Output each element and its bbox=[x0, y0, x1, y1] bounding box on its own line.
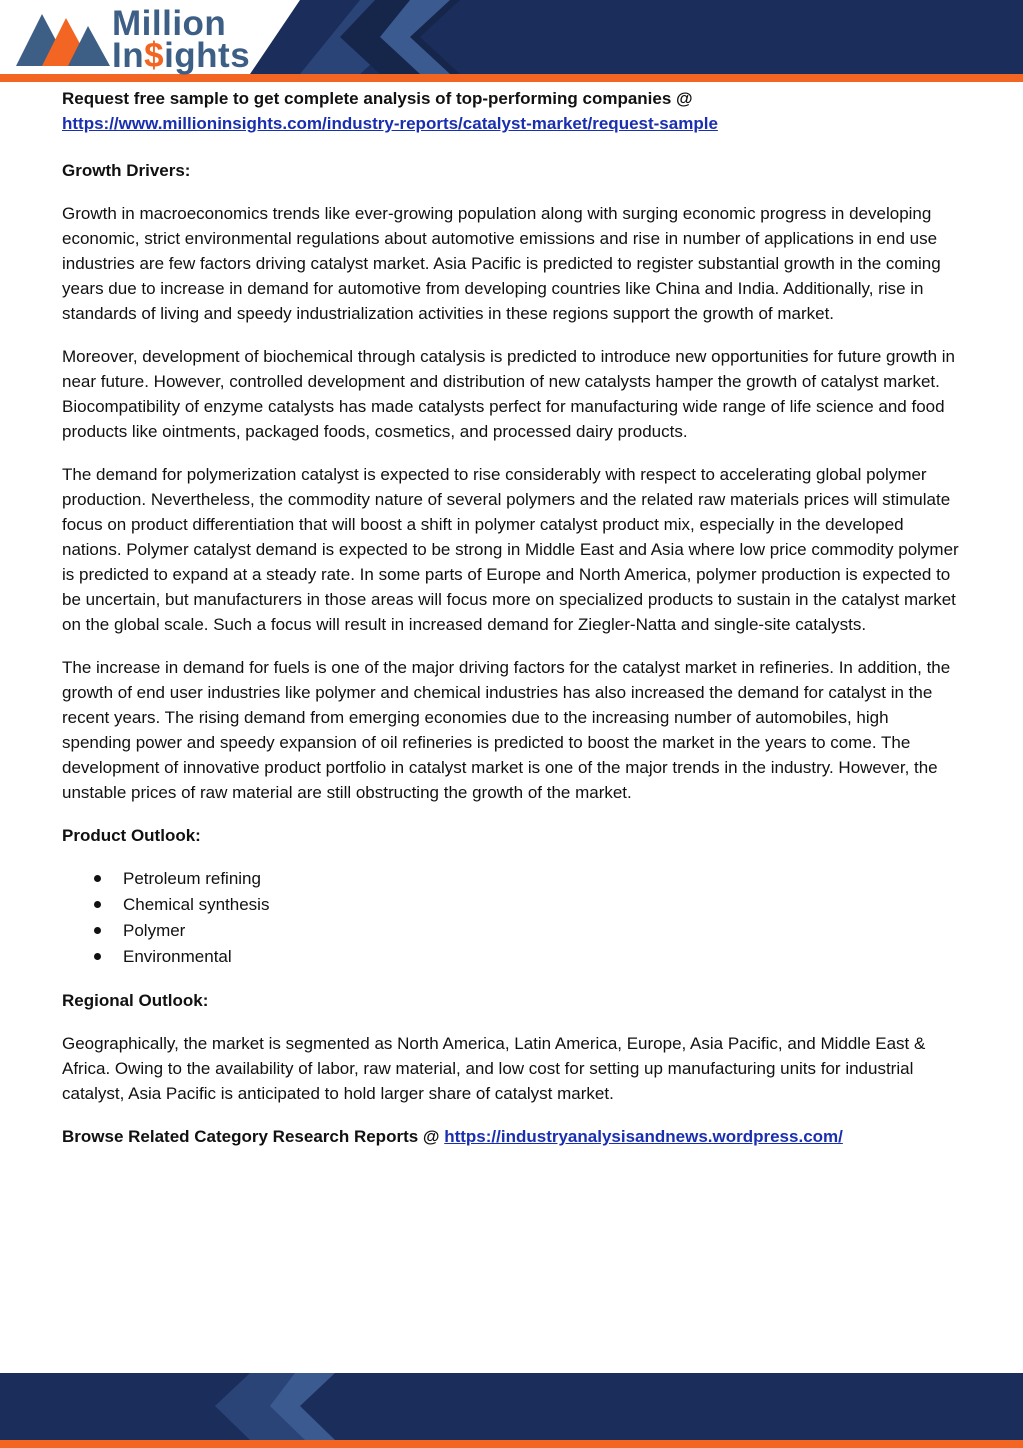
logo-wordmark-line1: Million bbox=[112, 4, 227, 43]
related-reports-line bbox=[62, 1124, 962, 1149]
growth-drivers-paragraph-4: The increase in demand for fuels is one of the major driving factors for the catalyst market in refineries. In addition, the growth of end user industries like polymer and chemical industries has also increased the demand for catalyst in the recent years. The rising demand from emerging economies due to the increasing number of automobiles, high spending power and speedy expansion of oil refineries is predicted to boost the market in the years to come. The development of innovative product portfolio in catalyst market is one of the major trends in the industry. However, the unstable prices of raw material are still obstructing the growth of the market. bbox=[62, 658, 951, 802]
logo-wordmark-line2: In$ights bbox=[112, 36, 251, 75]
bullet-icon bbox=[94, 953, 101, 960]
bullet-icon bbox=[94, 875, 101, 882]
sample-request-link[interactable]: https://www.millioninsights.com/industry-reports/catalyst-market/request-sample bbox=[62, 114, 718, 133]
bullet-icon bbox=[94, 901, 101, 908]
product-outlook-list bbox=[62, 866, 962, 970]
product-outlook-heading: Product Outlook: bbox=[62, 826, 201, 845]
logo-mark-icon bbox=[14, 4, 114, 74]
sample-request-text: Request free sample to get complete analysis of top-performing companies @ bbox=[62, 89, 693, 108]
growth-drivers-paragraph-1: Growth in macroeconomics trends like ever-growing population along with surging economic progress in developing economic, strict environmental regulations about automotive emissions and rise in number of applications in end use industries are few factors driving catalyst market. Asia Pacific is predicted to register substantial growth in the coming years due to increase in demand for automotive from developing countries like China and India. Additionally, rise in standards of living and speedy industrialization activities in these regions support the growth of market. bbox=[62, 204, 941, 323]
list-item: Chemical synthesis bbox=[123, 892, 962, 918]
regional-outlook-heading: Regional Outlook: bbox=[62, 991, 209, 1010]
growth-drivers-heading: Growth Drivers: bbox=[62, 161, 191, 180]
growth-drivers-paragraph-3: The demand for polymerization catalyst is expected to rise considerably with respect to accelerating global polymer production. Nevertheless, the commodity nature of several polymers and the related raw materials prices will stimulate focus on product differentiation that will boost a shift in polymer catalyst product mix, especially in the developed nations. Polymer catalyst demand is expected to be strong in Middle East and Asia where low price commodity polymer is predicted to expand at a steady rate. In some parts of Europe and North America, polymer production is expected to be uncertain, but manufacturers in those areas will focus more on specialized products to sustain in the catalyst market on the global scale. Such a focus will result in increased demand for Ziegler-Natta and single-site catalysts. bbox=[62, 465, 959, 634]
document-body bbox=[62, 86, 962, 1167]
related-reports-link[interactable]: https://industryanalysisandnews.wordpress.com/ bbox=[444, 1127, 843, 1146]
growth-drivers-paragraph-2: Moreover, development of biochemical through catalysis is predicted to introduce new opportunities for future growth in near future. However, controlled development and distribution of new catalysts hamper the growth of catalyst market. Biocompatibility of enzyme catalysts has made catalysts perfect for manufacturing wide range of life science and food products like ointments, packaged foods, cosmetics, and processed dairy products. bbox=[62, 347, 955, 441]
regional-outlook-paragraph: Geographically, the market is segmented as North America, Latin America, Europe, Asia Pacific, and Middle East & Africa. Owing to the availability of labor, raw material, and low cost for setting up manufacturing units for industrial catalyst, Asia Pacific is anticipated to hold larger share of catalyst market. bbox=[62, 1034, 926, 1103]
sample-request-block bbox=[62, 86, 962, 136]
list-item: Petroleum refining bbox=[123, 866, 962, 892]
footer-banner bbox=[0, 1373, 1023, 1448]
list-item: Environmental bbox=[123, 944, 962, 970]
footer-graphic bbox=[0, 1373, 1023, 1448]
related-reports-label: Browse Related Category Research Reports @ bbox=[62, 1127, 440, 1146]
bullet-icon bbox=[94, 927, 101, 934]
header-banner bbox=[0, 0, 1023, 82]
list-item: Polymer bbox=[123, 918, 962, 944]
